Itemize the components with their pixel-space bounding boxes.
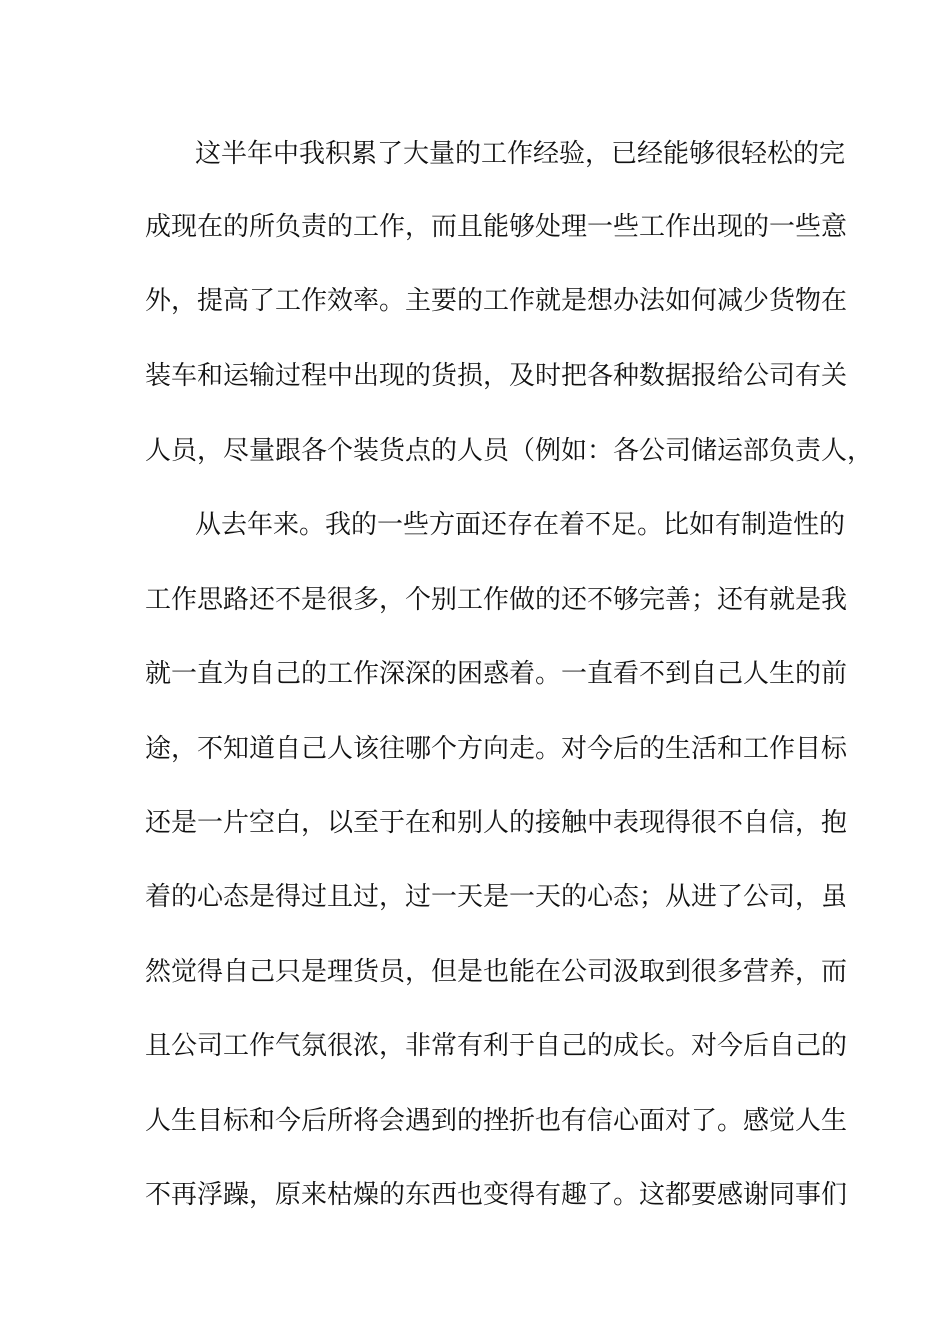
paragraph-2-line-4: 途，不知道自己人该往哪个方向走。对今后的生活和工作目标 (145, 734, 848, 764)
paragraph-2-line-7: 然觉得自己只是理货员，但是也能在公司汲取到很多营养，而 (145, 957, 848, 987)
paragraph-2-line-3: 就一直为自己的工作深深的困惑着。一直看不到自己人生的前 (145, 659, 848, 689)
paragraph-1-line-5: 人员，尽量跟各个装货点的人员（例如：各公司储运部负责人， (145, 436, 874, 466)
paragraph-2-line-10: 不再浮躁，原来枯燥的东西也变得有趣了。这都要感谢同事们 (145, 1180, 848, 1210)
paragraph-2-line-8: 且公司工作气氛很浓，非常有利于自己的成长。对今后自己的 (145, 1031, 848, 1061)
paragraph-2-line-5: 还是一片空白，以至于在和别人的接触中表现得很不自信，抱 (145, 808, 848, 838)
paragraph-2-line-1: 从去年来。我的一些方面还存在着不足。比如有制造性的 (195, 510, 846, 540)
paragraph-1-line-2: 成现在的所负责的工作，而且能够处理一些工作出现的一些意 (145, 212, 848, 242)
paragraph-1-line-3: 外，提高了工作效率。主要的工作就是想办法如何减少货物在 (145, 286, 848, 316)
paragraph-2-line-9: 人生目标和今后所将会遇到的挫折也有信心面对了。感觉人生 (145, 1106, 848, 1136)
paragraph-1-line-4: 装车和运输过程中出现的货损，及时把各种数据报给公司有关 (145, 361, 848, 391)
paragraph-2-line-6: 着的心态是得过且过，过一天是一天的心态；从进了公司，虽 (145, 882, 848, 912)
paragraph-2-line-2: 工作思路还不是很多，个别工作做的还不够完善；还有就是我 (145, 585, 848, 615)
paragraph-1-line-1: 这半年中我积累了大量的工作经验，已经能够很轻松的完 (195, 139, 846, 169)
